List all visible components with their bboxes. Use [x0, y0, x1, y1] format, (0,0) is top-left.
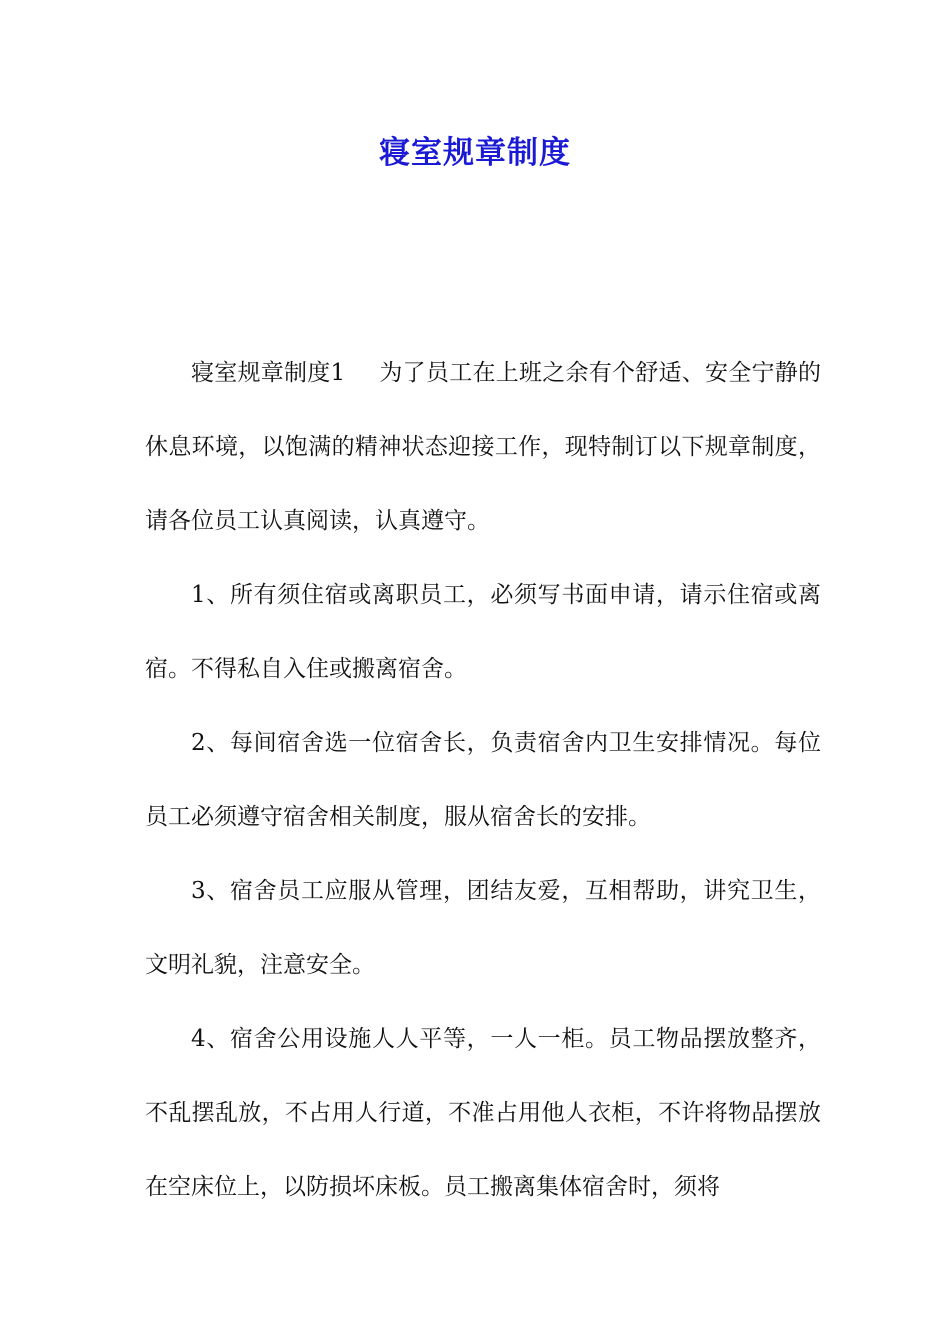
- intro-heading: 寝室规章制度1: [191, 360, 346, 386]
- rule-1: 1、所有须住宿或离职员工，必须写书面申请，请示住宿或离宿。不得私自入住或搬离宿舍。: [145, 582, 821, 682]
- rule-4: 4、宿舍公用设施人人平等，一人一柜。员工物品摆放整齐，不乱摆乱放，不占用人行道，不准占用他人衣柜，不许将物品摆放在空床位上，以防损坏床板。员工搬离集体宿舍时，须将: [145, 1026, 821, 1200]
- rule-3: 3、宿舍员工应服从管理，团结友爱，互相帮助，讲究卫生，文明礼貌，注意安全。: [145, 878, 821, 978]
- document-title: 寝室规章制度: [379, 135, 571, 171]
- intro-paragraph: [145, 336, 821, 558]
- intro-text: 为了员工在上班之余有个舒适、安全宁静的休息环境，以饱满的精神状态迎接工作，现特制订以下规章制度，请各位员工认真阅读，认真遵守。: [145, 360, 822, 534]
- rule-2: 2、每间宿舍选一位宿舍长，负责宿舍内卫生安排情况。每位员工必须遵守宿舍相关制度，服从宿舍长的安排。: [145, 730, 821, 830]
- document-body: [145, 336, 821, 1224]
